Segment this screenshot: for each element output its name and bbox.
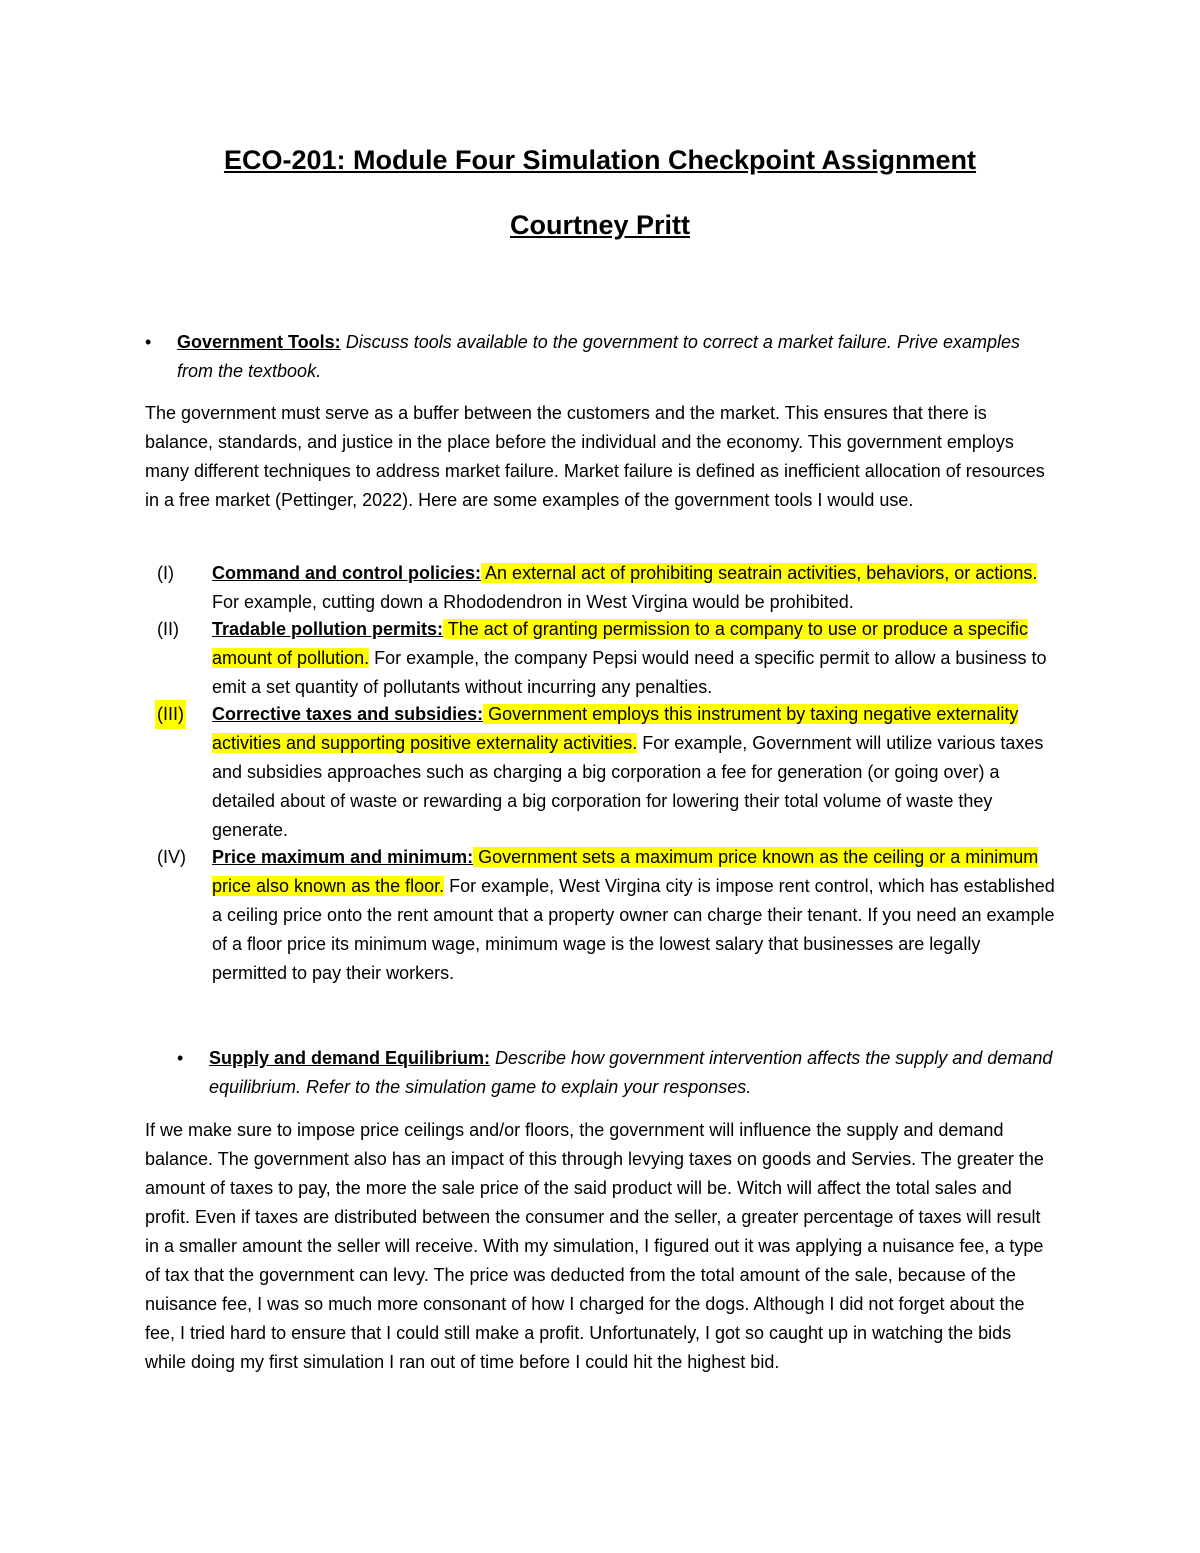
section-prompt: Discuss tools available to the government to correct a market failure. Prive examples from the textbook. [177,332,1020,381]
list-example: For example, the company Pepsi would need a specific permit to allow a business to emit a set quantity of pollutants without incurring any penalties. [212,648,1047,697]
list-term: Tradable pollution permits: [212,619,444,639]
list-item [145,700,1055,845]
list-term: Command and control policies: [212,563,482,583]
body-paragraph: If we make sure to impose price ceilings and/or floors, the government will influence the supply and demand balance. The government also has an impact of this through levying taxes on goods and Servies. The greater the amount of taxes to pay, the more the sale price of the said product will be. Witch will affect the total sales and profit. Even if taxes are distributed between the consumer and the seller, a greater percentage of taxes will result in a smaller amount the seller will receive. With my simulation, I figured out it was applying a nuisance fee, a type of tax that the government can levy. The price was deducted from the total amount of the sale, because of the nuisance fee, I was so much more consonant of how I charged for the dogs. Although I did not forget about the fee, I tried hard to ensure that I could still make a profit. Unfortunately, I got so caught up in watching the bids while doing my first simulation I ran out of time before I could hit the highest bid. [145,1120,1044,1372]
list-term: Corrective taxes and subsidies: [212,704,484,724]
document-title: ECO-201: Module Four Simulation Checkpoint Assignment [223,145,977,175]
list-example: For example, Government will utilize various taxes and subsidies approaches such as charging a big corporation a fee for generation (or going over) a detailed about of waste or rewarding a big corporation for lowering their total volume of waste they generate. [212,733,1044,840]
list-definition: Government sets a maximum price known as the ceiling or a minimum price also known as the floor. [212,847,1039,896]
list-number: (IV) [157,847,186,867]
bullet-icon: • [145,332,152,352]
section-supply-demand-heading [177,1044,1057,1102]
list-definition: An external act of prohibiting seatrain activities, behaviors, or actions. [481,563,1038,583]
section-label: Supply and demand Equilibrium: [209,1048,491,1068]
list-number: (III) [155,700,186,729]
list-term: Price maximum and minimum: [212,847,474,867]
section-prompt: Describe how government intervention affects the supply and demand equilibrium. Refer to the simulation game to explain your responses. [209,1048,1053,1097]
section-label: Government Tools: [177,332,341,352]
intro-paragraph: The government must serve as a buffer between the customers and the market. This ensures that there is balance, standards, and justice in the place before the individual and the economy. This government employs many different techniques to address market failure. Market failure is defined as inefficient allocation of resources in a free market (Pettinger, 2022). Here are some examples of the government tools I would use. [145,403,1045,510]
list-definition: Government employs this instrument by taxing negative externality activities and supporting positive externality activities. [212,704,1019,753]
author-name: Courtney Pritt [509,210,690,240]
bullet-icon: • [177,1048,184,1068]
list-example: For example, cutting down a Rhododendron in West Virgina would be prohibited. [212,592,854,612]
list-example: For example, West Virgina city is impose rent control, which has established a ceiling price onto the rent amount that a property owner can charge their tenant. If you need an example of a floor price its minimum wage, minimum wage is the lowest salary that businesses are legally permitted to pay their workers. [212,876,1055,983]
list-item [145,843,1055,988]
list-number: (II) [157,619,179,639]
list-item [145,559,1055,617]
list-number: (I) [157,563,174,583]
list-definition: The act of granting permission to a company to use or produce a specific amount of pollution. [212,619,1029,668]
list-item [145,615,1055,702]
section-government-tools-heading [145,328,1055,386]
